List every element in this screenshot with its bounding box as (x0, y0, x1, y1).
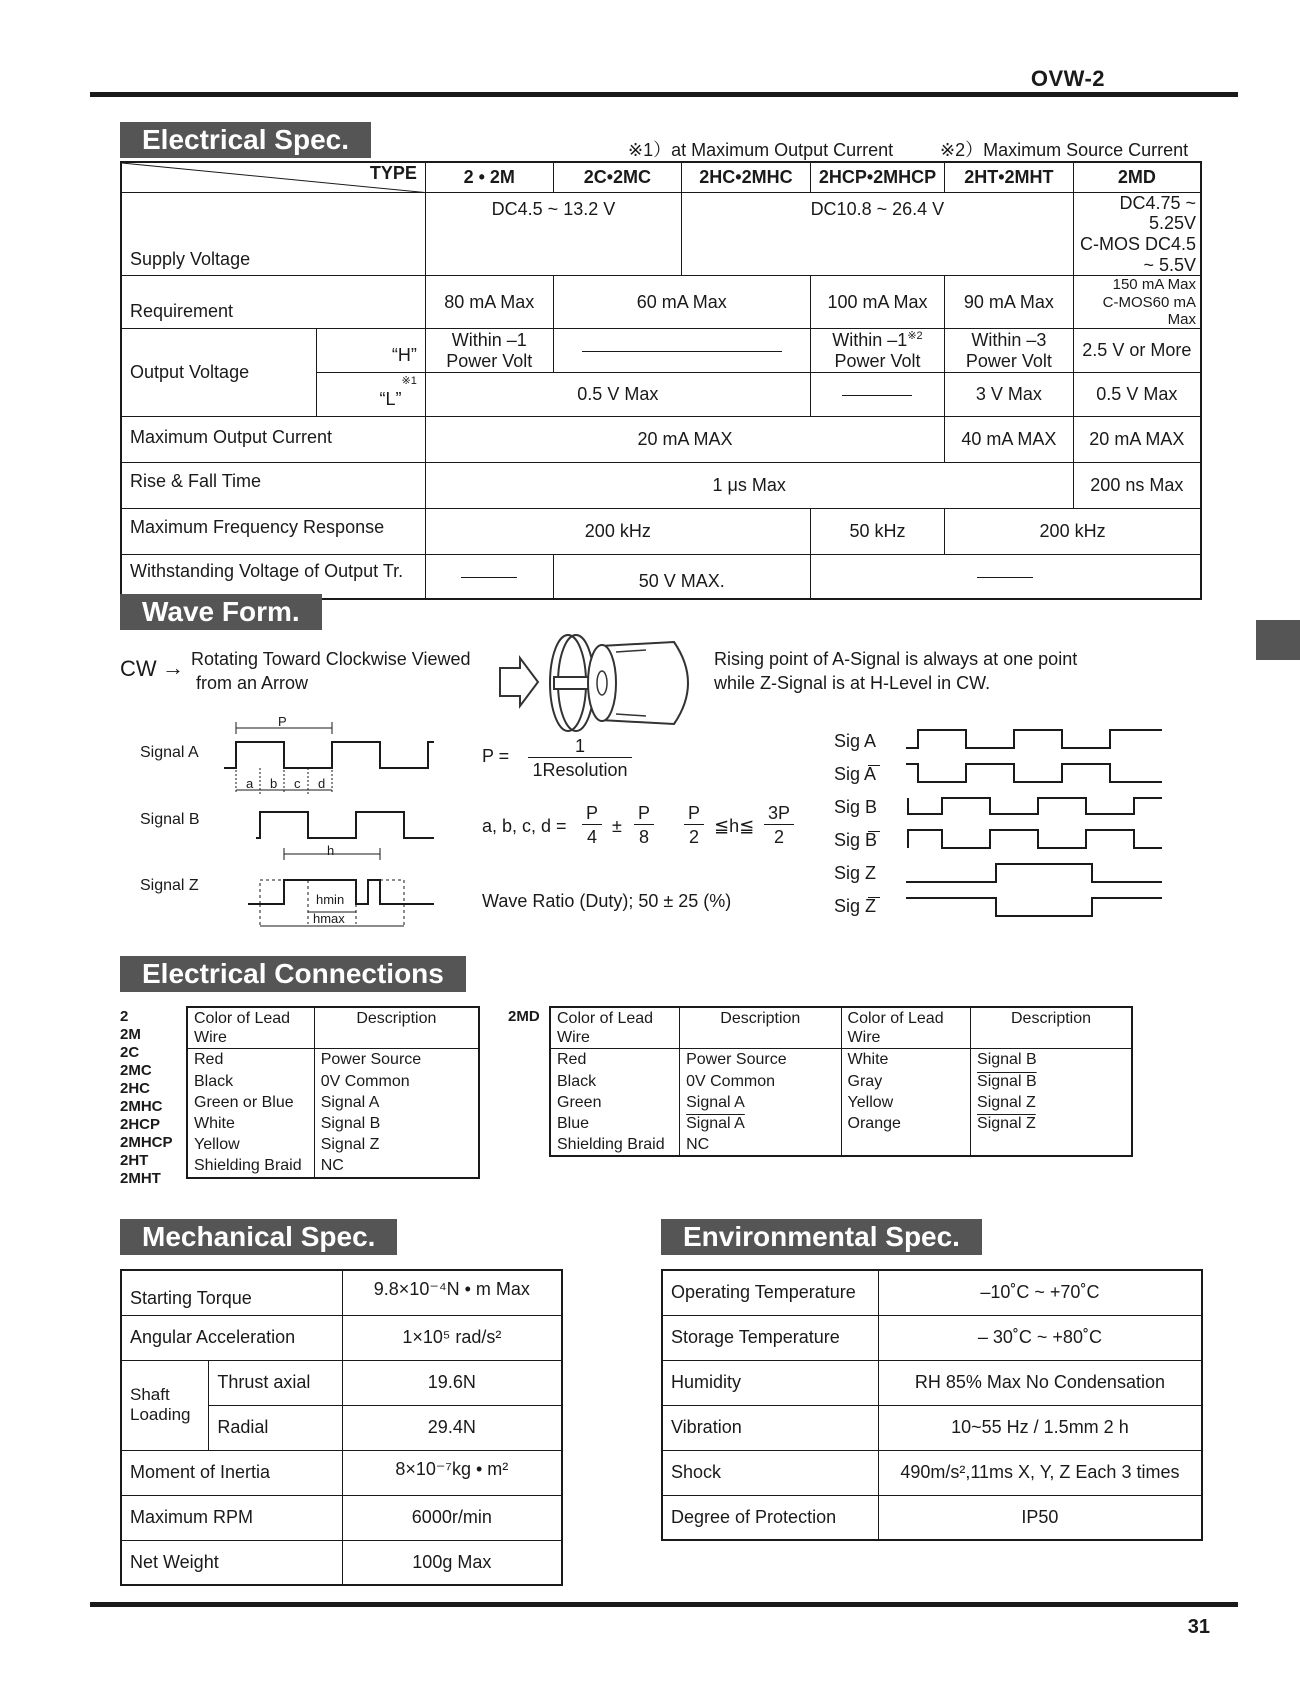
col-2md: 2MD (1073, 162, 1201, 192)
max-freq-label: Maximum Frequency Response (121, 509, 425, 555)
requirement-label: Requirement (121, 276, 425, 329)
radial-value: 29.4N (342, 1405, 562, 1450)
wire-color: Black (550, 1071, 680, 1092)
operating-temp-label: Operating Temperature (662, 1270, 878, 1315)
wire-desc: Signal B (320, 1114, 381, 1132)
max-freq-v2: 50 kHz (810, 509, 944, 555)
f2-den: 8 (638, 827, 649, 847)
wire-desc: 0V Common (320, 1072, 410, 1090)
wire-desc: Signal Z (977, 1114, 1036, 1132)
wire-desc: Signal Z (977, 1093, 1036, 1111)
output-h-v1: Within –1 Power Volt (425, 329, 553, 373)
wire-color: Orange (841, 1113, 970, 1134)
weight-value: 100g Max (342, 1540, 562, 1585)
withstanding-v2: 50 V MAX. (553, 555, 810, 599)
connection-table-standard (186, 1006, 480, 1179)
output-l-dash (810, 373, 944, 417)
wire-desc: Signal B (977, 1072, 1037, 1090)
timing-diagram-right (906, 726, 1164, 922)
wire-color (841, 1134, 970, 1156)
protection-value: IP50 (878, 1495, 1202, 1540)
d-label: d (318, 776, 326, 791)
sig-b-overline (868, 831, 880, 832)
note-2: ※2）Maximum Source Current (940, 140, 1189, 160)
sig-a-bar-label: Sig A (834, 764, 877, 784)
signal-a-label: Signal A (140, 744, 199, 761)
col-2-2m: 2 • 2M (425, 162, 553, 192)
col-2c-2mc: 2C•2MC (553, 162, 681, 192)
supply-voltage-v3: DC4.75 ~ 5.25V C-MOS DC4.5 ~ 5.5V (1073, 192, 1201, 276)
col-desc-header: Description (314, 1007, 479, 1049)
protection-label: Degree of Protection (662, 1495, 878, 1540)
wire-color: Blue (550, 1113, 680, 1134)
electrical-spec-title: Electrical Spec. (120, 122, 371, 158)
environmental-spec-title: Environmental Spec. (661, 1219, 982, 1255)
wire-desc: Signal B (977, 1051, 1037, 1069)
output-h-dash (553, 329, 810, 373)
supply-voltage-v1: DC4.5 ~ 13.2 V (425, 192, 681, 276)
max-output-current-v2: 40 mA MAX (945, 417, 1074, 463)
humidity-label: Humidity (662, 1360, 878, 1405)
note-1: ※1）at Maximum Output Current (628, 140, 894, 160)
bottom-rule (90, 1602, 1238, 1607)
wire-color: Black (187, 1071, 314, 1092)
output-l-label: “L”$^{※1}$ (317, 373, 426, 417)
top-rule (90, 92, 1238, 97)
operating-temp-value: –10˚C ~ +70˚C (878, 1270, 1202, 1315)
wire-color: White (187, 1113, 314, 1134)
withstanding-label: Withstanding Voltage of Output Tr. (121, 555, 425, 599)
environmental-spec-table (661, 1269, 1203, 1541)
wire-desc: Signal A (680, 1092, 841, 1113)
output-h-v4: Within –1$^{※2}$ Power Volt (810, 329, 944, 373)
max-output-current-label: Maximum Output Current (121, 417, 425, 463)
wire-color: Red (187, 1049, 314, 1071)
max-output-current-v3: 20 mA MAX (1073, 417, 1201, 463)
vibration-value: 10~55 Hz / 1.5mm 2 h (878, 1405, 1202, 1450)
max-freq-v1: 200 kHz (425, 509, 810, 555)
withstanding-dash1 (425, 555, 553, 599)
weight-label: Net Weight (121, 1540, 342, 1585)
h-inequality: ≦h≦ (714, 816, 755, 836)
p-numerator: 1 (528, 736, 632, 758)
plus-minus: ± (612, 816, 622, 836)
sig-z-overline (868, 897, 880, 898)
f1-den: 4 (586, 827, 597, 847)
wire-desc: Signal A (320, 1093, 380, 1111)
model-list: 2 2M 2C 2MC 2HC 2MHC 2HCP 2MHCP 2HT 2MHT (120, 1008, 173, 1187)
md-label: 2MD (508, 1008, 540, 1025)
wire-color: Gray (841, 1071, 970, 1092)
sig-a-overline (868, 765, 880, 766)
sig-z-bar-label: Sig Z (834, 896, 877, 916)
encoder-illustration (496, 628, 708, 738)
angular-accel-value: 1×10⁵ rad/s² (342, 1315, 562, 1360)
mechanical-spec-table (120, 1269, 563, 1586)
angular-accel-label: Angular Acceleration (121, 1315, 342, 1360)
wire-desc: Power Source (680, 1049, 841, 1071)
requirement-v3: 100 mA Max (810, 276, 944, 329)
supply-voltage-label: Supply Voltage (121, 192, 425, 276)
wire-desc: 0V Common (680, 1071, 841, 1092)
f1-num: P (582, 803, 602, 825)
cw-text-1: Rotating Toward Clockwise Viewed (191, 649, 471, 669)
wire-color: Shielding Braid (187, 1155, 314, 1177)
thrust-value: 19.6N (342, 1360, 562, 1405)
page-number: 31 (1187, 1616, 1210, 1638)
p-equation-label: P = (482, 746, 510, 766)
md-col-desc-1: Description (680, 1007, 841, 1049)
h-marker-label: h (327, 843, 335, 858)
rise-fall-v2: 200 ns Max (1073, 463, 1201, 509)
inertia-label: Moment of Inertia (121, 1450, 342, 1495)
withstanding-dash2 (810, 555, 1201, 599)
a-label: a (246, 776, 254, 791)
shock-label: Shock (662, 1450, 878, 1495)
requirement-v1: 80 mA Max (425, 276, 553, 329)
cw-text-2: from an Arrow (196, 673, 309, 693)
wire-desc: NC (320, 1157, 344, 1175)
side-tab (1256, 620, 1300, 660)
inertia-value: 8×10⁻⁷kg • m² (342, 1450, 562, 1495)
signal-b-label: Signal B (140, 811, 200, 828)
wire-desc: Signal Z (320, 1136, 380, 1154)
model-name: OVW-2 (1030, 66, 1105, 91)
output-voltage-label: Output Voltage (121, 329, 317, 417)
thrust-label: Thrust axial (209, 1360, 342, 1405)
storage-temp-label: Storage Temperature (662, 1315, 878, 1360)
wire-color: White (841, 1049, 970, 1071)
output-h-v5: Within –3 Power Volt (945, 329, 1074, 373)
abcd-equation-label: a, b, c, d = (482, 816, 567, 836)
wave-form-title: Wave Form. (120, 594, 322, 630)
p-marker-label: P (278, 714, 287, 729)
max-output-current-v1: 20 mA MAX (425, 417, 944, 463)
sig-b-label: Sig B (834, 797, 878, 817)
starting-torque-value: 9.8×10⁻⁴N • m Max (342, 1270, 562, 1315)
wire-color: Yellow (187, 1134, 314, 1155)
supply-voltage-v2: DC10.8 ~ 26.4 V (682, 192, 1074, 276)
requirement-v2: 60 mA Max (553, 276, 810, 329)
cw-label: CW (120, 656, 157, 681)
duty-ratio: Wave Ratio (Duty); 50 ± 25 (%) (482, 891, 732, 911)
rising-text-2: while Z-Signal is at H-Level in CW. (714, 673, 991, 693)
col-2ht-2mht: 2HT•2MHT (945, 162, 1074, 192)
requirement-v4: 90 mA Max (945, 276, 1074, 329)
humidity-value: RH 85% Max No Condensation (878, 1360, 1202, 1405)
electrical-spec-table (120, 161, 1202, 600)
output-l-v5: 3 V Max (945, 373, 1074, 417)
output-h-v6: 2.5 V or More (1073, 329, 1201, 373)
sig-a-label: Sig A (834, 731, 877, 751)
f4-den: 2 (773, 827, 784, 847)
output-l-v1: 0.5 V Max (425, 373, 810, 417)
f3-den: 2 (688, 827, 699, 847)
b-label: b (270, 776, 278, 791)
hmin-label: hmin (316, 892, 345, 907)
md-col-color-2: Color of Lead Wire (841, 1007, 970, 1049)
f4-num: 3P (764, 803, 794, 825)
col-2hcp-2mhcp: 2HCP•2MHCP (810, 162, 944, 192)
wire-desc: Power Source (320, 1051, 422, 1069)
hmax-label: hmax (313, 911, 345, 926)
rise-fall-label: Rise & Fall Time (121, 463, 425, 509)
wire-desc: Signal A (680, 1113, 841, 1134)
sig-z-label: Sig Z (834, 863, 877, 883)
type-header: TYPE (121, 162, 425, 192)
radial-label: Radial (209, 1405, 342, 1450)
col-2hc-2mhc: 2HC•2MHC (682, 162, 811, 192)
shaft-loading-label: Shaft Loading (121, 1360, 209, 1450)
output-h-label: “H” (317, 329, 426, 373)
wire-color: Red (550, 1049, 680, 1071)
wire-desc (971, 1134, 1132, 1156)
cw-arrow: → (162, 655, 184, 680)
wire-color: Shielding Braid (550, 1134, 680, 1156)
wire-color: Green or Blue (187, 1092, 314, 1113)
output-l-v6: 0.5 V Max (1073, 373, 1201, 417)
mechanical-spec-title: Mechanical Spec. (120, 1219, 397, 1255)
md-col-color-1: Color of Lead Wire (550, 1007, 680, 1049)
vibration-label: Vibration (662, 1405, 878, 1450)
sig-b-bar-label: Sig B (834, 830, 878, 850)
max-freq-v3: 200 kHz (945, 509, 1201, 555)
rise-fall-v1: 1 μs Max (425, 463, 1073, 509)
storage-temp-value: – 30˚C ~ +80˚C (878, 1315, 1202, 1360)
electrical-connections-title: Electrical Connections (120, 956, 466, 992)
wire-color: Yellow (841, 1092, 970, 1113)
f2-num: P (634, 803, 654, 825)
rising-text-1: Rising point of A-Signal is always at one point (714, 649, 1078, 669)
f3-num: P (684, 803, 704, 825)
c-label: c (294, 776, 301, 791)
starting-torque-label: Starting Torque (121, 1270, 342, 1315)
requirement-v5: 150 mA Max C-MOS60 mA Max (1073, 276, 1201, 329)
col-color-header: Color of Lead Wire (187, 1007, 314, 1049)
md-col-desc-2: Description (971, 1007, 1132, 1049)
wire-desc: NC (680, 1134, 841, 1156)
shock-value: 490m/s²,11ms X, Y, Z Each 3 times (878, 1450, 1202, 1495)
wire-color: Green (550, 1092, 680, 1113)
rpm-value: 6000r/min (342, 1495, 562, 1540)
connection-table-2md (549, 1006, 1133, 1157)
rpm-label: Maximum RPM (121, 1495, 342, 1540)
signal-z-label: Signal Z (140, 877, 199, 894)
p-denominator: 1Resolution (532, 760, 628, 780)
